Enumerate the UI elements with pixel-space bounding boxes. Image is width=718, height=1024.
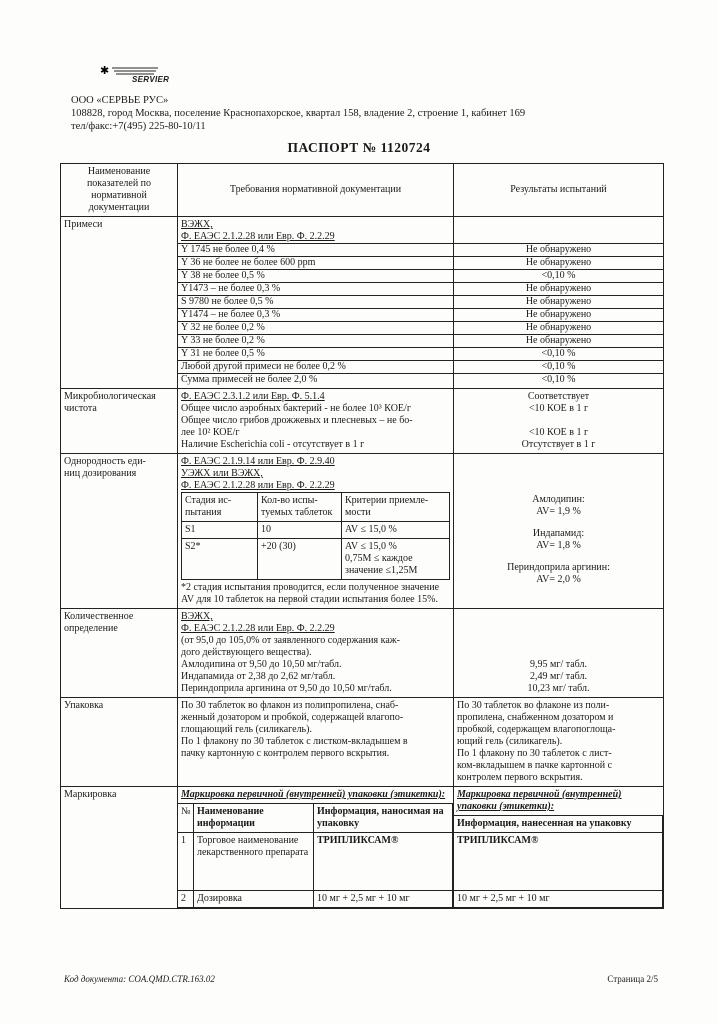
uniformity-method-2: УЭЖХ или ВЭЖХ,: [181, 468, 263, 479]
assay-row: [61, 609, 664, 698]
res-perindopril-label: Периндоприла аргинин:: [507, 562, 610, 573]
assay-requirements: [178, 609, 454, 698]
company-name: ООО «СЕРВЬЕ РУС»: [71, 95, 169, 106]
assay-res-indapamide: 2,49 мг/ табл.: [530, 671, 587, 682]
impurity-result: <0,10 %: [454, 270, 663, 283]
packaging-req-line: пачку картонную с контролем первого вскрытия.: [181, 748, 390, 759]
impurities-requirements: [178, 217, 454, 389]
marking-res-1: ТРИПЛИКСАМ®: [454, 833, 663, 891]
res-amlodipine-av: AV= 1,9 %: [536, 506, 581, 517]
micro-name: Микробиологическая чистота: [61, 389, 178, 454]
uniformity-note: *2 стадия испытания проводится, если полученное значение AV для 10 таблеток на первой стадии испытания более 15%.: [181, 582, 440, 605]
marking-res-2: 10 мг + 2,5 мг + 10 мг: [454, 891, 663, 908]
packaging-req-line: женный дозатором и пробкой, содержащей влагопо-: [181, 712, 404, 723]
impurity-requirement: Y 33 не более 0,2 %: [178, 335, 453, 348]
impurity-requirement: Y1473 – не более 0,3 %: [178, 283, 453, 296]
impurities-req-list: [181, 244, 450, 386]
assay-req-indapamide: Индапамида от 2,38 до 2,62 мг/табл.: [181, 671, 336, 682]
criteria-s2: [342, 539, 450, 580]
impurity-requirement: Y 36 не более не более 600 ppm: [178, 257, 453, 270]
packaging-name: Упаковка: [61, 698, 178, 787]
criteria-s2-av: AV ≤ 15,0 %: [345, 541, 397, 552]
criteria-s1: AV ≤ 15,0 %: [342, 522, 450, 539]
assay-method-2: Ф. ЕАЭС 2.1.2.28 или Евр. Ф. 2.2.29: [181, 623, 335, 634]
marking-requirements: [178, 787, 454, 909]
marking-req-table: [177, 803, 453, 908]
impurities-method: ВЭЖХ,: [181, 219, 213, 230]
micro-res-overall: Соответствует: [527, 391, 590, 402]
micro-results: [454, 389, 664, 454]
micro-req-fungi-1: Общее число грибов дрожжевых и плесневых – не бо-: [181, 415, 413, 426]
marking-name: Маркировка: [61, 787, 178, 909]
marking-name-1: Торговое наименование лекарственного препарата: [194, 833, 314, 891]
marking-info-2: 10 мг + 2,5 мг + 10 мг: [314, 891, 453, 908]
packaging-results: [454, 698, 664, 787]
company-phone: тел/факс:+7(495) 225-80-10/11: [71, 121, 206, 132]
impurity-result: Не обнаружено: [454, 257, 663, 270]
uniformity-method-3: Ф. ЕАЭС 2.1.2.28 или Евр. Ф. 2.2.29: [181, 480, 335, 491]
doc-code: Код документа: COA.QMD.CTR.163.02: [64, 974, 215, 984]
micro-req-ecoli: Наличие Escherichia coli - отсутствует в 1 г: [181, 439, 365, 450]
impurity-result: Не обнаружено: [454, 335, 663, 348]
res-amlodipine-label: Амлодипин:: [532, 494, 585, 505]
packaging-req-line: По 30 таблеток во флакон из полипропилена, снаб-: [181, 700, 399, 711]
uniformity-name: [61, 454, 178, 609]
impurity-result: Не обнаружено: [454, 322, 663, 335]
assay-req-amlodipine: Амлодипина от 9,50 до 10,50 мг/табл.: [181, 659, 342, 670]
packaging-res-line: контролем первого вскрытия.: [457, 772, 583, 783]
assay-res-perindopril: 10,23 мг/ табл.: [527, 683, 590, 694]
packaging-req-line: По 1 флакону по 30 таблеток с листком-вкладышем в: [181, 736, 408, 747]
packaging-req-line: глощающий гель (силикагель).: [181, 724, 312, 735]
impurity-requirement: Y1474 – не более 0,3 %: [178, 309, 453, 322]
marking-head-info: Информация, наносимая на упаковку: [314, 804, 453, 833]
assay-res-amlodipine: 9,95 мг/ табл.: [530, 659, 587, 670]
uniformity-requirements: [178, 454, 454, 609]
impurity-requirement: Y 38 не более 0,5 %: [178, 270, 453, 283]
uniformity-stage-table: [181, 492, 450, 580]
impurities-method-ref: Ф. ЕАЭС 2.1.2.28 или Евр. Ф. 2.2.29: [178, 231, 453, 244]
impurities-name: Примеси: [61, 217, 178, 389]
header-requirements: Требования нормативной документации: [178, 164, 454, 217]
micro-req-bacteria: Общее число аэробных бактерий - не более 10³ КОЕ/г: [181, 403, 411, 414]
impurity-result: <0,10 %: [454, 361, 663, 374]
assay-method-1: ВЭЖХ,: [181, 611, 213, 622]
table-header-row: [61, 164, 664, 217]
impurity-requirement: Любой другой примеси не более 0,2 %: [178, 361, 453, 374]
assay-name-2: определение: [64, 623, 118, 634]
packaging-res-line: пробкой, содержащем влагопоглоща-: [457, 724, 616, 735]
uniformity-name-1: Однородность еди-: [64, 456, 146, 467]
impurity-result: Не обнаружено: [454, 244, 663, 257]
assay-req-perindopril: Периндоприла аргинина от 9,50 до 10,50 мг/табл.: [181, 683, 392, 694]
assay-text-2: дого действующего вещества).: [181, 647, 312, 658]
header-results: Результаты испытаний: [454, 164, 664, 217]
res-indapamide-av: AV= 1,8 %: [536, 540, 581, 551]
micro-row: [61, 389, 664, 454]
packaging-row: [61, 698, 664, 787]
impurity-result: Не обнаружено: [454, 309, 663, 322]
res-indapamide-label: Индапамид:: [532, 528, 585, 539]
impurity-requirement: Сумма примесей не более 2,0 %: [181, 374, 318, 385]
impurities-row: [61, 217, 664, 389]
res-perindopril-av: AV= 2,0 %: [536, 574, 581, 585]
impurities-res-list: [457, 244, 660, 386]
uniformity-method-1: Ф. ЕАЭС 2.1.9.14 или Евр. Ф. 2.9.40: [181, 456, 335, 467]
company-address: 108828, город Москва, поселение Краснопахорское, квартал 158, владение 2, строение 1, кабинет 169: [71, 108, 526, 119]
assay-results: [454, 609, 664, 698]
criteria-s2-range: 0,75M ≤ каждое значение ≤1,25M: [345, 553, 418, 576]
count-s2: +20 (30): [258, 539, 342, 580]
marking-res-title: Маркировка первичной (внутренней) упаковки (этикетки):: [457, 789, 622, 812]
marking-num-1: 1: [178, 833, 194, 891]
micro-res-bacteria: <10 КОЕ в 1 г: [528, 403, 589, 414]
impurity-result: Не обнаружено: [454, 296, 663, 309]
packaging-requirements: [178, 698, 454, 787]
servier-logo: [100, 64, 180, 86]
micro-method: Ф. ЕАЭС 2.3.1.2 или Евр. Ф. 5.1.4: [181, 391, 325, 402]
marking-info-1: ТРИПЛИКСАМ®: [314, 833, 453, 891]
packaging-res-line: По 30 таблеток во флаконе из поли-: [457, 700, 610, 711]
uniformity-name-2: ниц дозирования: [64, 468, 137, 479]
marking-head-num: №: [178, 804, 194, 833]
impurity-result: Не обнаружено: [454, 283, 663, 296]
logo-text: SERVIER: [132, 75, 170, 84]
marking-res-table: [453, 815, 663, 908]
packaging-res-line: ком-вкладышем в пачке картонной с: [457, 760, 613, 771]
marking-num-2: 2: [178, 891, 194, 908]
micro-requirements: [178, 389, 454, 454]
marking-head-res: Информация, нанесенная на упаковку: [454, 816, 663, 833]
passport-table: [60, 163, 664, 909]
impurity-result: <0,10 %: [454, 348, 663, 361]
assay-name: [61, 609, 178, 698]
count-header: Кол-во испы- туемых таблеток: [258, 493, 342, 522]
packaging-res-line: ющий гель (силикагель).: [457, 736, 563, 747]
header-indicator: Наименование показателей по нормативной документации: [61, 164, 178, 217]
assay-name-1: Количественное: [64, 611, 134, 622]
svg-text:✱: ✱: [100, 64, 110, 77]
stage-header: Стадия ис- пытания: [182, 493, 258, 522]
count-s1: 10: [258, 522, 342, 539]
impurities-results: [454, 217, 664, 389]
marking-head-name: Наименование информации: [194, 804, 314, 833]
stage-s2: S2*: [182, 539, 258, 580]
micro-res-fungi: <10 КОЕ в 1 г: [528, 427, 589, 438]
packaging-res-line: пропилена, снабженном дозатором и: [457, 712, 614, 723]
impurity-requirement: Y 32 не более 0,2 %: [178, 322, 453, 335]
impurity-requirement: S 9780 не более 0,5 %: [178, 296, 453, 309]
uniformity-results: [454, 454, 664, 609]
uniformity-row: [61, 454, 664, 609]
stage-s1: S1: [182, 522, 258, 539]
document-title: ПАСПОРТ № 1120724: [287, 140, 431, 155]
marking-req-title: Маркировка первичной (внутренней) упаковки (этикетки):: [181, 789, 446, 800]
assay-text-1: (от 95,0 до 105,0% от заявленного содержания каж-: [181, 635, 400, 646]
marking-row: [61, 787, 664, 909]
marking-results: [454, 787, 664, 909]
micro-req-fungi-2: лее 10² КОЕ/г: [181, 427, 240, 438]
page-number: Страница 2/5: [607, 974, 658, 984]
impurity-result: <0,10 %: [541, 374, 576, 385]
impurity-requirement: Y 1745 не более 0,4 %: [178, 244, 453, 257]
impurity-requirement: Y 31 не более 0,5 %: [178, 348, 453, 361]
micro-res-ecoli: Отсутствует в 1 г: [521, 439, 596, 450]
packaging-res-line: По 1 флакону по 30 таблеток с лист-: [457, 748, 612, 759]
marking-name-2: Дозировка: [194, 891, 314, 908]
criteria-header: Критерии приемле- мости: [342, 493, 450, 522]
